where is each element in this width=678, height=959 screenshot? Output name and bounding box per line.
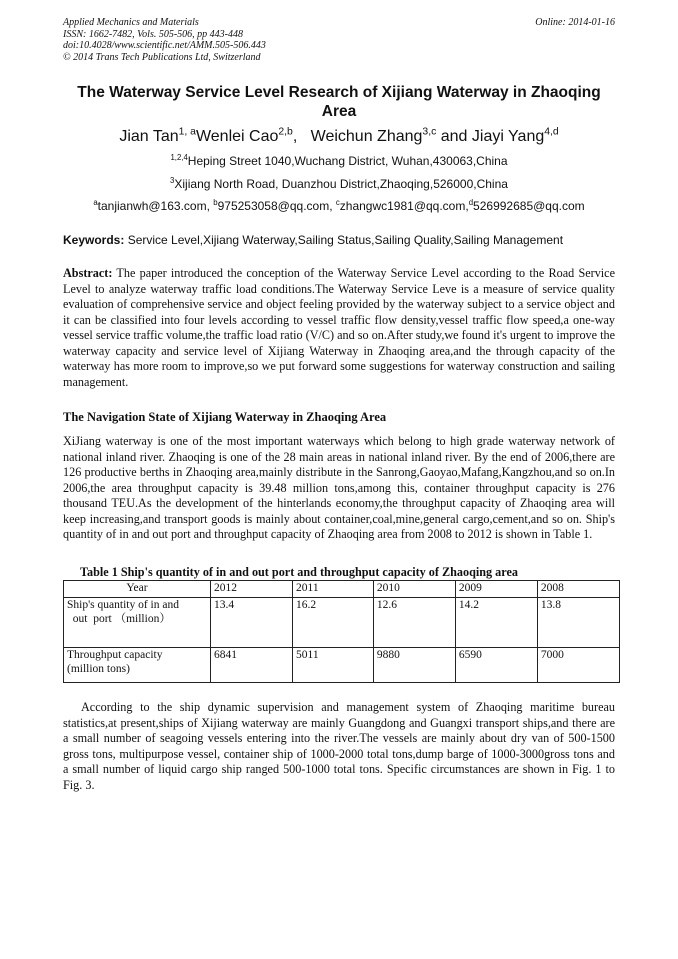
email-mark: b	[213, 198, 218, 207]
table-row	[64, 648, 620, 683]
online-date: Online: 2014-01-16	[535, 17, 615, 28]
email-address[interactable]: zhangwc1981@qq.com,	[339, 199, 469, 213]
table-header-row	[64, 581, 620, 598]
abstract	[63, 266, 615, 390]
data-table	[63, 580, 620, 683]
author-name: Wenlei Cao	[195, 128, 279, 145]
table-cell: 7000	[537, 648, 619, 683]
keywords-label: Keywords:	[63, 233, 125, 247]
table-cell: 5011	[293, 648, 374, 683]
table-caption: Table 1 Ship's quantity of in and out port and throughput capacity of Zhaoqing area	[80, 565, 518, 579]
email-address[interactable]: tanjianwh@163.com,	[97, 199, 214, 213]
table-header-cell: 2009	[455, 581, 537, 598]
table-cell: 13.8	[537, 598, 619, 648]
table-header-cell: 2008	[537, 581, 619, 598]
table-row-label	[64, 648, 211, 683]
body-paragraph: According to the ship dynamic supervision and management system of Zhaoqing maritime bureau statistics,at present,ships of Xijiang waterway are mainly Guangdong and Guangxi transport ships,and there are a small number of seagoing vessels entering into the river.The vessels are mainly about dry van of 500-1500 gross tons, multipurpose vessel, container ship of 1000-2000 total tons,dump barge of 1000-3000gross tons and a small number of liquid cargo ship ranged 500-1000 total tons. Specific circumstances are shown in Fig. 1 to Fig. 3.	[63, 700, 615, 792]
author-affiliation-mark: 4,d	[544, 126, 559, 138]
author-affiliation-mark: 3,c	[422, 126, 437, 138]
affiliation-text: Xijiang North Road, Duanzhou District,Zhaoqing,526000,China	[174, 177, 508, 191]
section-heading: The Navigation State of Xijiang Waterway in Zhaoqing Area	[63, 410, 387, 424]
author-separator: ,	[292, 128, 298, 145]
table-row	[64, 598, 620, 648]
email-mark: c	[335, 198, 340, 207]
row-label-line: Throughput capacity	[67, 649, 163, 661]
table-cell: 6841	[211, 648, 293, 683]
doi-line: doi:10.4028/www.scientific.net/AMM.505-506.443	[63, 40, 266, 51]
affiliation-mark: 3	[170, 176, 175, 185]
keywords	[63, 233, 618, 248]
table-cell: 6590	[455, 648, 537, 683]
author-separator: and	[436, 128, 472, 145]
copyright-line: © 2014 Trans Tech Publications Ltd, Switzerland	[63, 51, 261, 63]
email-list	[63, 199, 615, 213]
author-name: Weichun Zhang	[310, 128, 423, 145]
author-affiliation-mark: 2,b	[278, 126, 293, 138]
affiliation	[63, 154, 615, 168]
table-header-cell: 2010	[373, 581, 455, 598]
issn-line: ISSN: 1662-7482, Vols. 505-506, pp 443-448	[63, 28, 243, 40]
row-label-line: (million tons)	[67, 662, 130, 675]
author-name: Jian Tan	[119, 128, 179, 145]
email-mark: a	[93, 198, 98, 207]
affiliation-mark: 1,2,4	[170, 153, 188, 162]
email-mark: d	[468, 198, 474, 207]
table-cell: 9880	[373, 648, 455, 683]
table-cell: 16.2	[293, 598, 374, 648]
paper-title: The Waterway Service Level Research of Xijiang Waterway in Zhaoqing Area	[77, 84, 601, 120]
journal-name: Applied Mechanics and Materials	[63, 17, 199, 28]
body-paragraph: XiJiang waterway is one of the most important waterways which belong to high grade waterway network of national inland river. Zhaoqing is one of the 28 main areas in national inland river. By the end of 2006,there are 126 productive berths in Zhaoqing area,mainly distribute in the Sanrong,Gaoyao,Mafang,Kangzhou,and so on.In 2006,the area throughput capacity is 39.48 million tons,among this, container throughput capacity is 276 thousand TEU.As the development of the hinterlands economy,the throughput capacity of Zhaoqing area will keep increasing,and transport goods is mainly about container,coal,mine,general cargo,cement,and so on. Ship's quantity of in and out port and throughput capacity of Zhaoqing area from 2008 to 2012 is shown in Table 1.	[63, 434, 615, 541]
row-label-line: out port （million）	[67, 612, 171, 625]
author-affiliation-mark: 1, a	[178, 126, 196, 138]
row-label-line: Ship's quantity of in and	[67, 599, 179, 611]
email-address[interactable]: 975253058@qq.com,	[217, 199, 336, 213]
email-address[interactable]: 526992685@qq.com	[473, 199, 585, 213]
abstract-text: The paper introduced the conception of the Waterway Service Level according to the Road Service Level to analyze waterway traffic load conditions.The Waterway Service Leve is a measure of service quality evaluation of comprehensive service and object feeling provided by the waterway subject to a service object and it can be classified into four levels according to vessel traffic flow density,vessel traffic flow speed,a one-way vessel service traffic volume,the traffic load ratio (V/C) and so on.After study,we found it's urgent to improve the waterway capacity and service level of Xijiang Waterway in Zhaoqing area,and the through capacity of the waterway has more room to improve,so we put forward some suggestions for waterway construction and sailing management.	[63, 266, 615, 389]
author-name: Jiayi Yang	[471, 128, 545, 145]
journal-header	[63, 17, 615, 63]
table-header-cell: Year	[64, 581, 211, 598]
affiliation-text: Heping Street 1040,Wuchang District, Wuhan,430063,China	[187, 154, 508, 168]
table-header-cell: 2011	[293, 581, 374, 598]
keywords-text: Service Level,Xijiang Waterway,Sailing Status,Sailing Quality,Sailing Management	[124, 233, 564, 247]
table-header-cell: 2012	[211, 581, 293, 598]
author-list	[63, 127, 615, 147]
table-cell: 13.4	[211, 598, 293, 648]
table-row-label	[64, 598, 211, 648]
affiliation	[63, 177, 615, 191]
abstract-label: Abstract:	[63, 266, 113, 280]
table-cell: 12.6	[373, 598, 455, 648]
table-cell: 14.2	[455, 598, 537, 648]
